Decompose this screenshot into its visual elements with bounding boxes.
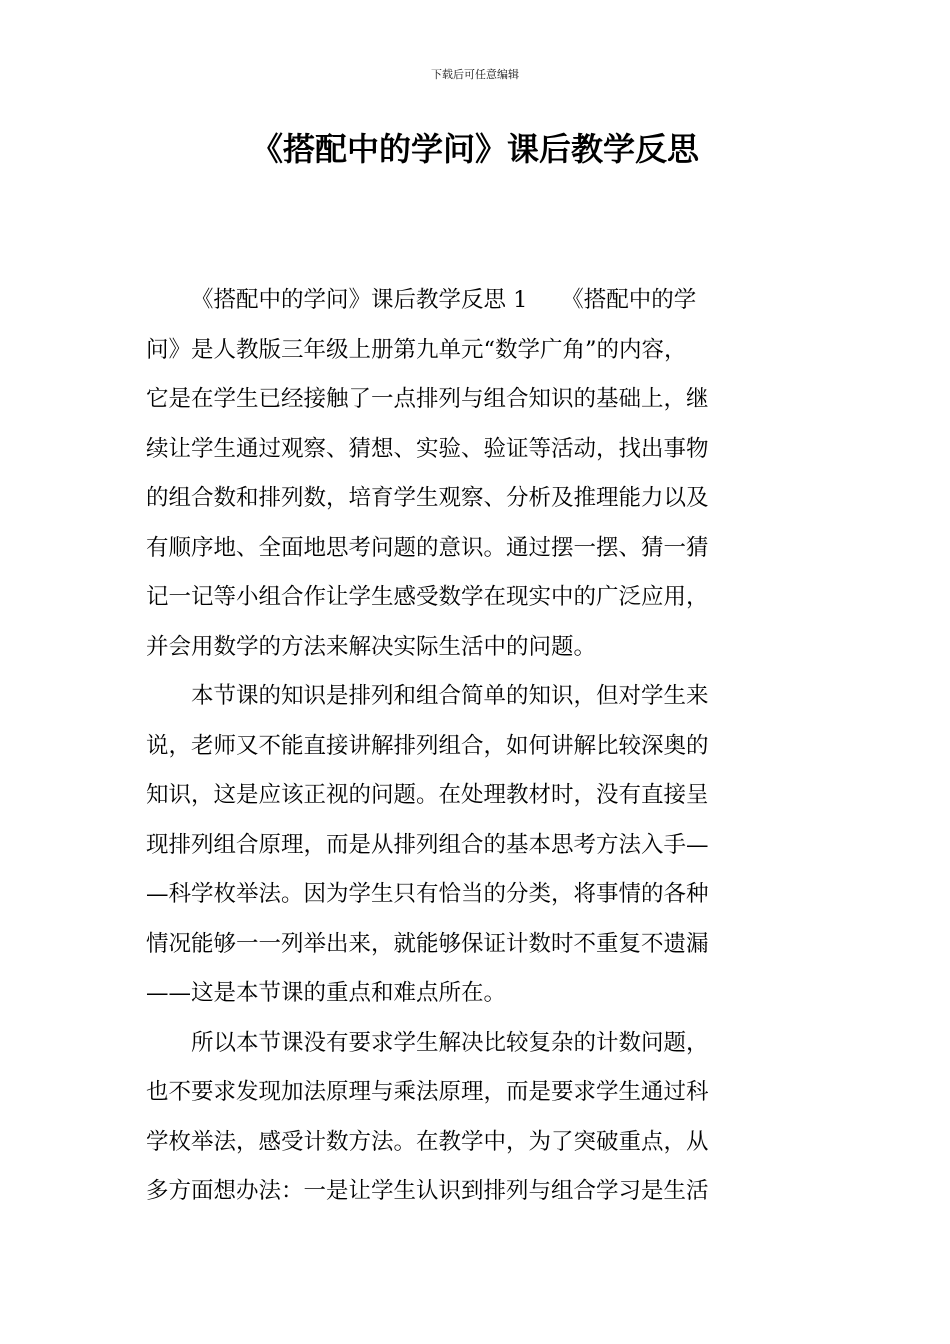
text-line: 情况能够一一列举出来，就能够保证计数时不重复不遗漏 bbox=[146, 930, 709, 957]
document-title: 《搭配中的学问》课后教学反思 bbox=[250, 130, 699, 168]
text-line: 所以本节课没有要求学生解决比较复杂的计数问题， bbox=[191, 1029, 709, 1056]
paragraph-3 bbox=[146, 1019, 808, 1217]
header-note: 下载后可任意编辑 bbox=[431, 68, 519, 81]
text-line: 记一记等小组合作让学生感受数学在现实中的广泛应用， bbox=[146, 584, 709, 610]
text-line: 说，老师又不能直接讲解排列组合，如何讲解比较深奥的 bbox=[146, 732, 709, 759]
document-body bbox=[146, 276, 808, 1217]
text-line: 知识，这是应该正视的问题。在处理教材时，没有直接呈 bbox=[146, 782, 709, 808]
text-line: 学枚举法，感受计数方法。在教学中，为了突破重点，从 bbox=[146, 1128, 709, 1155]
text-line: 也不要求发现加法原理与乘法原理，而是要求学生通过科 bbox=[146, 1079, 709, 1105]
text-line: 有顺序地、全面地思考问题的意识。通过摆一摆、猜一猜 bbox=[146, 534, 709, 561]
text-line: —科学枚举法。因为学生只有恰当的分类，将事情的各种 bbox=[146, 881, 709, 907]
text-line: 《搭配中的学问》课后教学反思 1 《搭配中的学 bbox=[191, 287, 697, 313]
text-line: 现排列组合原理，而是从排列组合的基本思考方法入手— bbox=[146, 831, 709, 858]
text-line: 本节课的知识是排列和组合简单的知识，但对学生来 bbox=[191, 683, 709, 709]
text-line: 问》是人教版三年级上册第九单元“数学广角”的内容， bbox=[146, 336, 687, 363]
text-line: 它是在学生已经接触了一点排列与组合知识的基础上，继 bbox=[146, 386, 709, 412]
text-line: 续让学生通过观察、猜想、实验、验证等活动，找出事物 bbox=[146, 435, 709, 462]
text-line: 并会用数学的方法来解决实际生活中的问题。 bbox=[146, 633, 597, 660]
text-line: 多方面想办法：一是让学生认识到排列与组合学习是生活 bbox=[146, 1178, 709, 1204]
text-line: ——这是本节课的重点和难点所在。 bbox=[146, 980, 507, 1006]
paragraph-1 bbox=[146, 276, 808, 672]
paragraph-2 bbox=[146, 672, 808, 1019]
text-line: 的组合数和排列数，培育学生观察、分析及推理能力以及 bbox=[146, 485, 709, 511]
